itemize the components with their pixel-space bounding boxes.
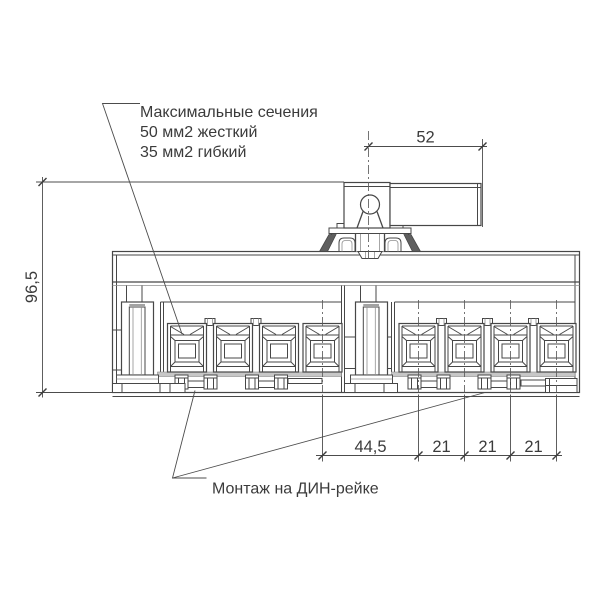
note-max-line3: 35 мм2 гибкий [140,144,247,161]
dim-44-5-label: 44,5 [354,438,387,456]
dim-21-label-3: 21 [524,438,543,456]
note-max-line1: Максимальные сечения [140,104,318,121]
toggle-handle-assembly [320,183,482,259]
foot-center [345,384,398,393]
dim-21-label-2: 21 [478,438,497,456]
dimension-terminal-pitch [316,395,562,462]
leader-din-mount-2 [173,393,486,479]
dim-21-label-1: 21 [432,438,451,456]
handle-lever [390,184,481,226]
dim-96-5-label: 96,5 [23,270,41,304]
leader-din-mount-1 [173,391,207,479]
terminal-1 [168,324,207,373]
handle-base-tip [358,252,382,259]
foot-left [113,384,186,393]
note-din-mount-label: Монтаж на ДИН-рейке [212,480,379,498]
terminal-3 [260,324,299,373]
handle-base-plate [329,228,411,234]
pivot-hole [361,195,380,214]
dim-52-label: 52 [416,128,435,147]
terminal-2 [214,324,253,373]
note-max-line2: 50 мм2 жесткий [140,124,258,141]
